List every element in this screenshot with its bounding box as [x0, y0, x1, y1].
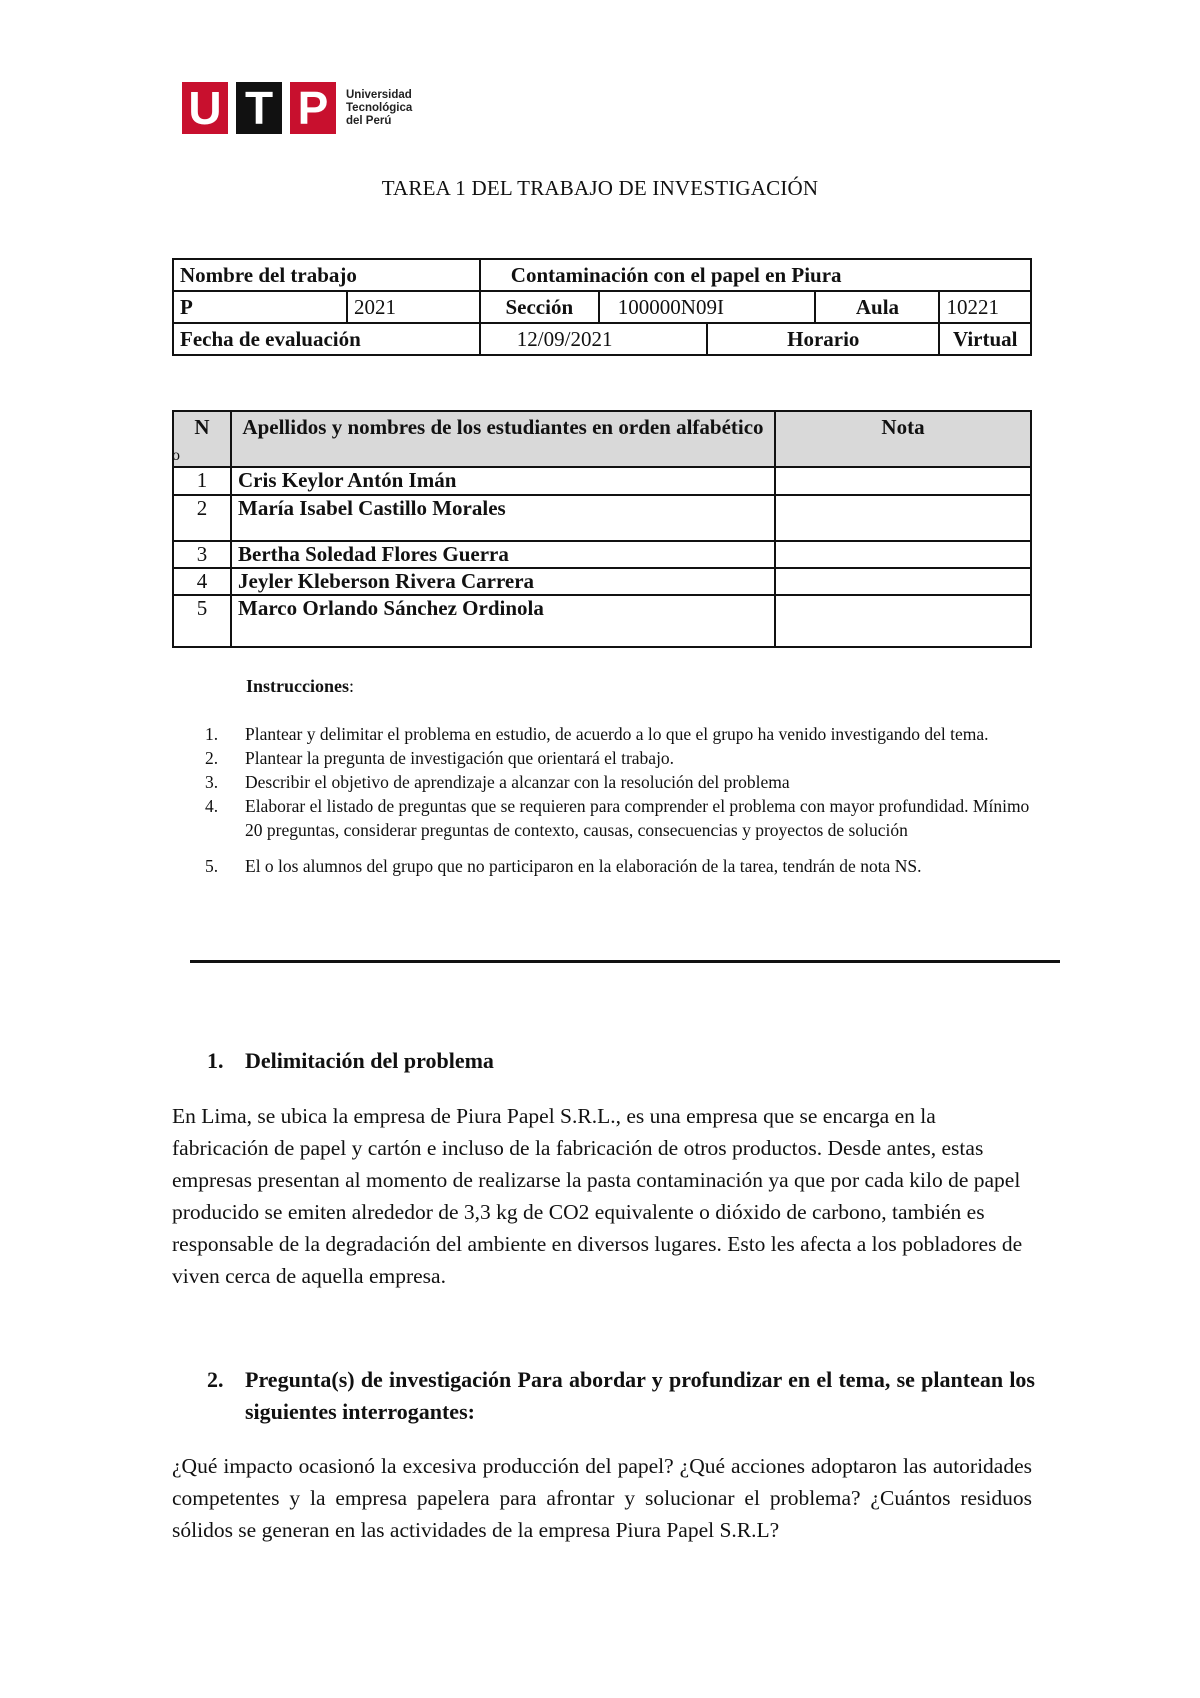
student-name: María Isabel Castillo Morales [231, 495, 775, 541]
table-row [173, 495, 1031, 541]
row-number: 5 [173, 595, 231, 647]
section1-body: En Lima, se ubica la empresa de Piura Papel S.R.L., es una empresa que se encarga en la fabricación de papel y cartón e incluso de la fabricación de otros productos. Desde antes, estas empresas presentan al momento de realizarse la pasta contaminación ya que por cada kilo de papel producido se emiten alrededor de 3,3 kg de CO2 equivalente o dióxido de carbono, también es responsable de la degradación del ambiente en diversos lugares. Esto les afecta a los pobladores de viven cerca de aquella empresa. [172, 1104, 1023, 1288]
student-name: Jeyler Kleberson Rivera Carrera [231, 568, 775, 595]
list-item [205, 854, 1035, 878]
work-label: Nombre del trabajo [173, 259, 480, 291]
schedule-value: Virtual [939, 323, 1031, 355]
col-number-sub: o [172, 447, 180, 464]
list-item [205, 794, 1035, 842]
section2-heading [207, 1364, 1035, 1428]
section-value: 100000N09I [599, 291, 816, 323]
instructions-colon: : [349, 676, 355, 696]
date-value: 12/09/2021 [480, 323, 707, 355]
item-number: 1. [205, 724, 219, 744]
logo-line: Universidad [346, 88, 412, 101]
student-name: Marco Orlando Sánchez Ordinola [231, 595, 775, 647]
row-number: 3 [173, 541, 231, 568]
item-text: El o los alumnos del grupo que no participaron en la elaboración de la tarea, tendrán de nota NS. [245, 856, 922, 876]
col-number-header [173, 411, 231, 467]
section2-body: ¿Qué impacto ocasionó la excesiva producción del papel? ¿Qué acciones adoptaron las autoridades competentes y la empresa papelera para afrontar y solucionar el problema? ¿Cuántos residuos sólidos se generan en las actividades de la empresa Piura Papel S.R.L? [172, 1454, 1032, 1542]
document-title: TAREA 1 DEL TRABAJO DE INVESTIGACIÓN [381, 176, 819, 200]
logo-line: del Perú [346, 114, 392, 127]
table-row [173, 568, 1031, 595]
section1-title: Delimitación del problema [245, 1048, 494, 1073]
item-number: 3. [205, 772, 219, 792]
table-row [173, 541, 1031, 568]
item-number: 4. [205, 796, 219, 816]
col-number-label: N [194, 415, 210, 439]
row-number: 2 [173, 495, 231, 541]
schedule-label: Horario [707, 323, 939, 355]
student-grade [775, 467, 1031, 495]
utp-logo [182, 82, 412, 134]
table-row [173, 595, 1031, 647]
instructions-heading [246, 676, 354, 697]
info-table [172, 258, 1032, 356]
logo-letter-p: P [290, 82, 336, 134]
students-table [172, 410, 1032, 648]
p-label: P [173, 291, 347, 323]
logo-letter-t: T [236, 82, 282, 134]
table-row [173, 467, 1031, 495]
student-grade [775, 541, 1031, 568]
item-number: 2. [205, 748, 219, 768]
list-item [205, 746, 1035, 770]
item-number: 5. [205, 856, 219, 876]
col-name-header: Apellidos y nombres de los estudiantes en orden alfabético [231, 411, 775, 467]
student-name: Bertha Soledad Flores Guerra [231, 541, 775, 568]
section2-title: Pregunta(s) de investigación Para abordar y profundizar en el tema, se plantean los siguientes interrogantes: [245, 1367, 1035, 1424]
horizontal-rule [190, 960, 1060, 963]
section1-heading [207, 1048, 494, 1074]
room-label: Aula [815, 291, 939, 323]
section1-number: 1. [207, 1048, 224, 1073]
logo-letter-u: U [182, 82, 228, 134]
instructions-heading-text: Instrucciones [246, 676, 349, 696]
student-name: Cris Keylor Antón Imán [231, 467, 775, 495]
logo-line: Tecnológica [346, 101, 413, 114]
p-value: 2021 [347, 291, 480, 323]
list-item [205, 722, 1035, 746]
row-number: 4 [173, 568, 231, 595]
section-label: Sección [480, 291, 599, 323]
student-grade [775, 595, 1031, 647]
student-grade [775, 495, 1031, 541]
date-label: Fecha de evaluación [173, 323, 480, 355]
room-value: 10221 [939, 291, 1031, 323]
student-grade [775, 568, 1031, 595]
item-text: Describir el objetivo de aprendizaje a alcanzar con la resolución del problema [245, 772, 790, 792]
item-text: Plantear la pregunta de investigación que orientará el trabajo. [245, 748, 675, 768]
list-item [205, 770, 1035, 794]
col-grade-header: Nota [775, 411, 1031, 467]
item-text: Plantear y delimitar el problema en estudio, de acuerdo a lo que el grupo ha venido investigando del tema. [245, 724, 989, 744]
logo-text [346, 89, 412, 128]
section2-number: 2. [207, 1367, 224, 1392]
row-number: 1 [173, 467, 231, 495]
item-text: Elaborar el listado de preguntas que se requieren para comprender el problema con mayor profundidad. Mínimo 20 preguntas, considerar preguntas de contexto, causas, consecuencias y proyectos de solución [245, 796, 1030, 840]
instructions-list [205, 722, 1035, 878]
work-value: Contaminación con el papel en Piura [480, 259, 1031, 291]
